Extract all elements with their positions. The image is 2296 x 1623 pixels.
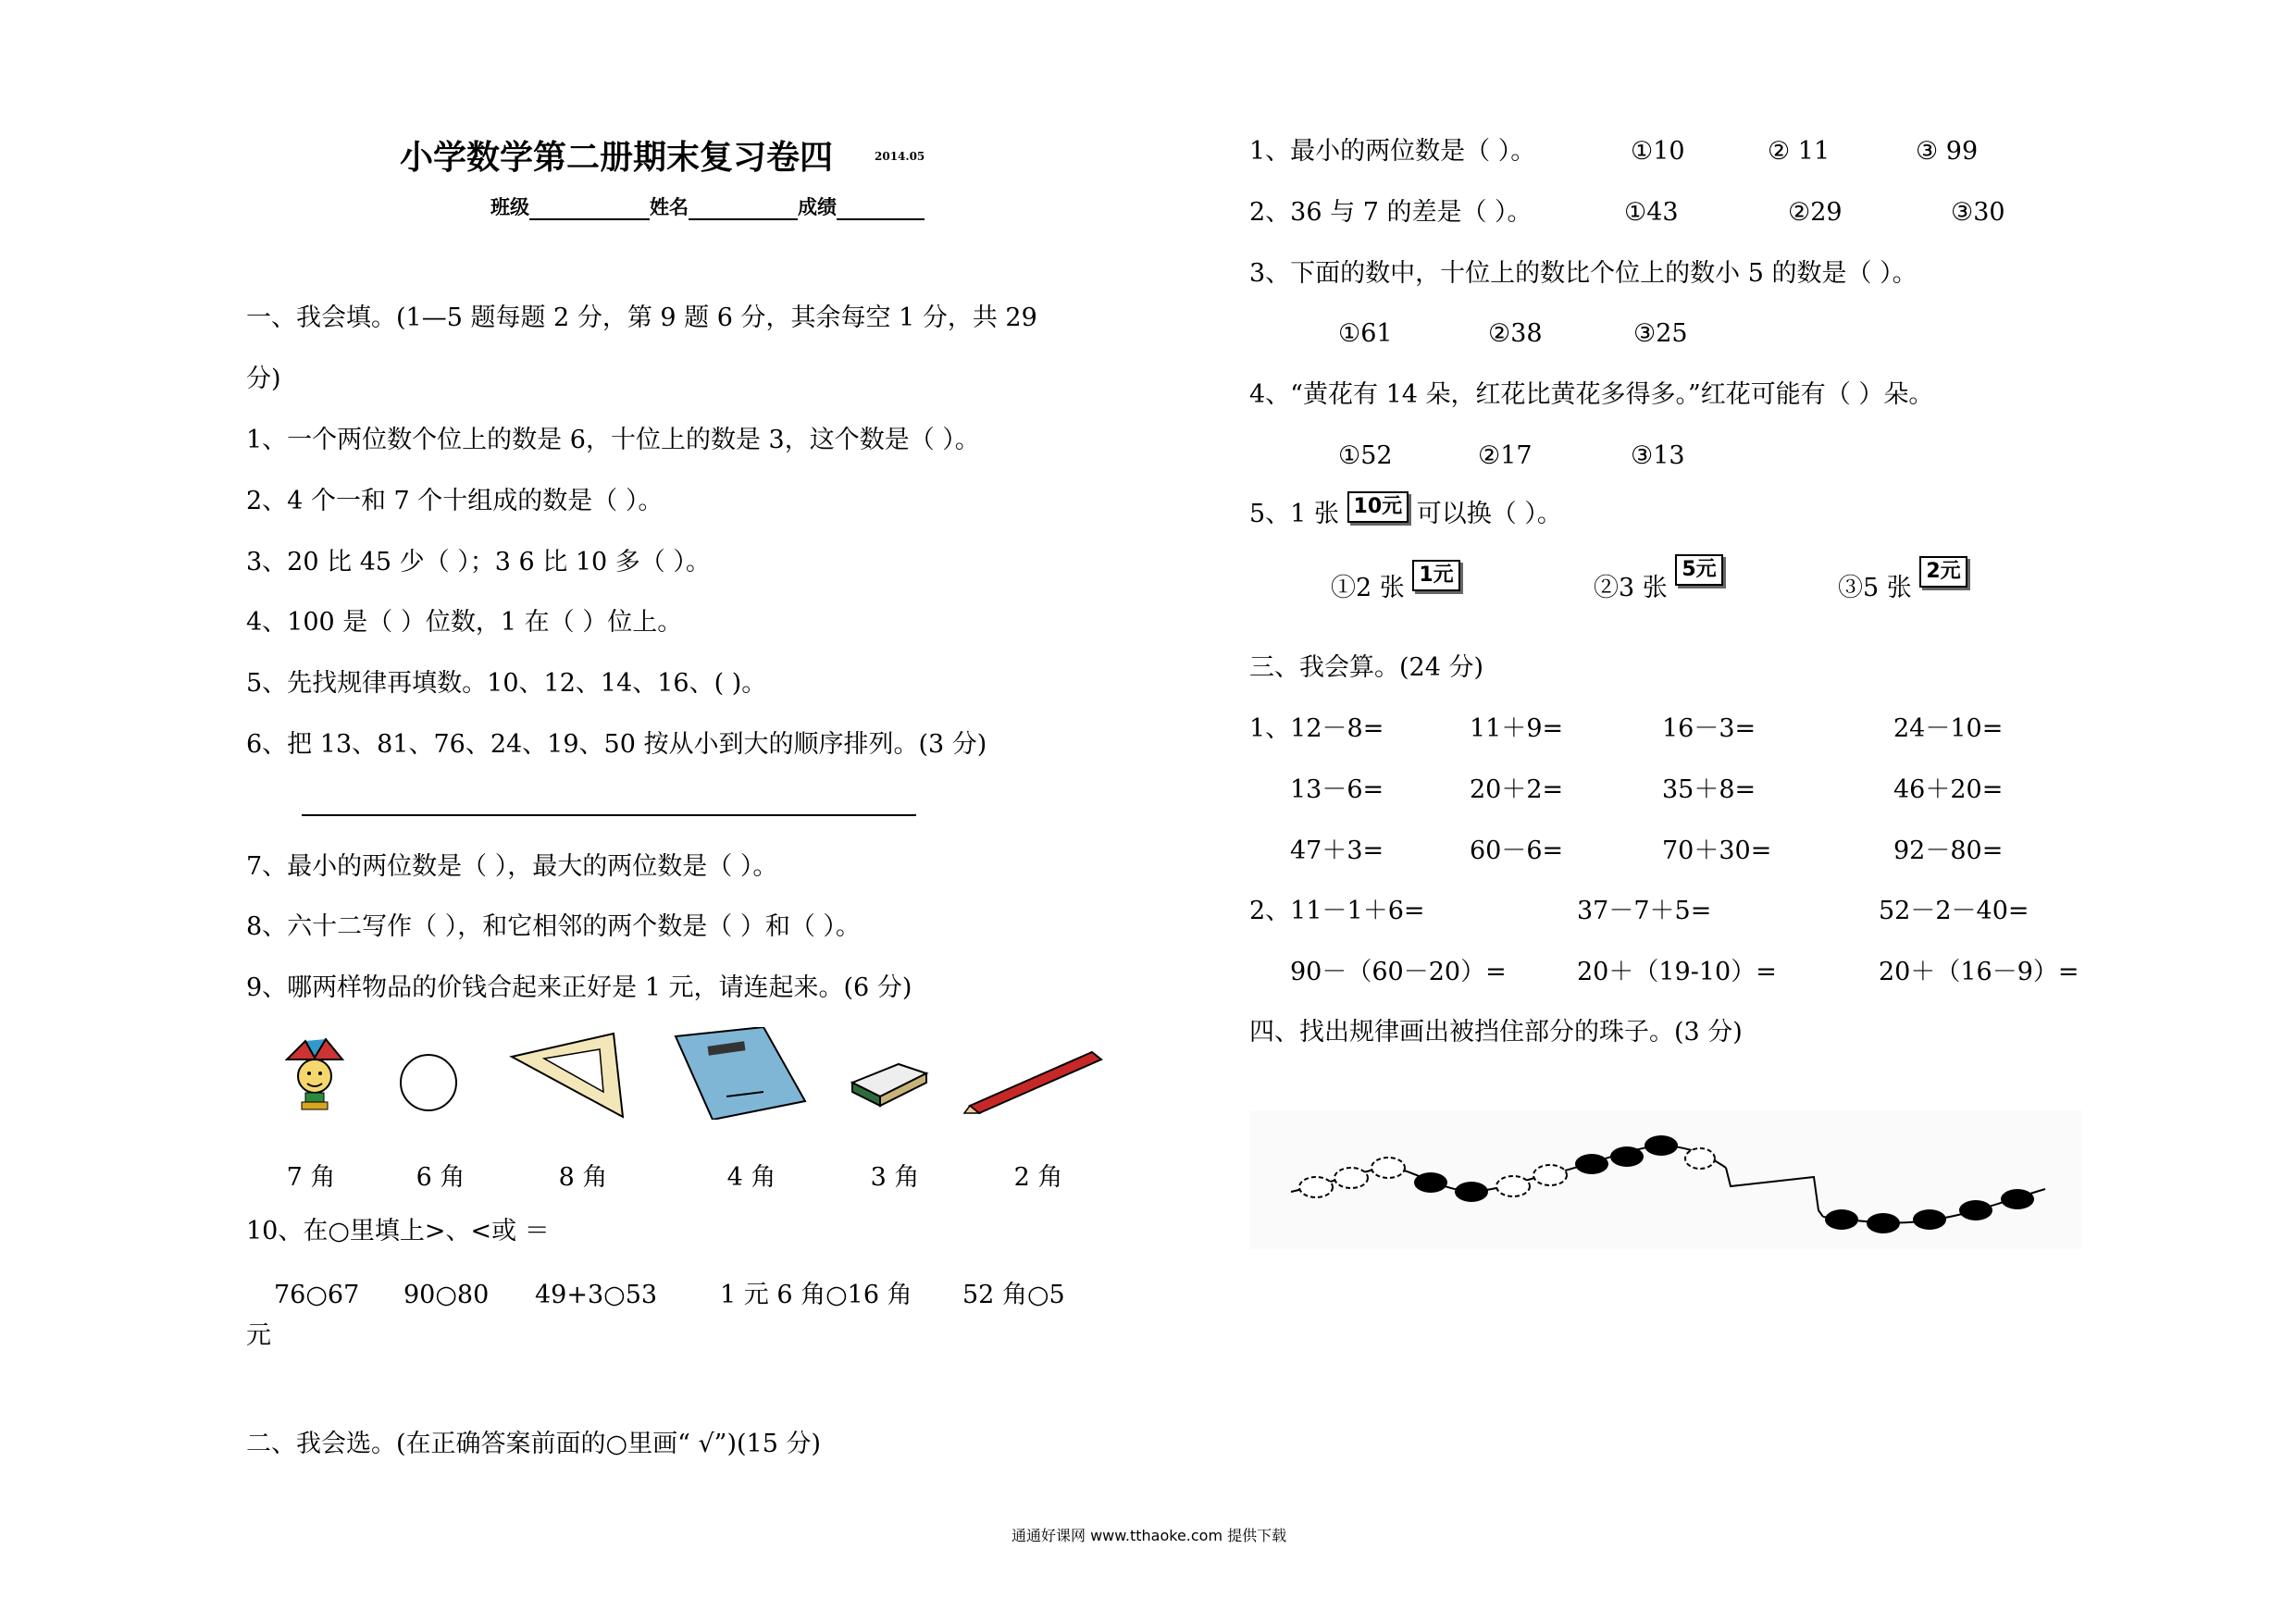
calc-item[interactable]: 20＋（19-10）=	[1577, 958, 1777, 986]
calc-item[interactable]: 46＋20=	[1893, 775, 2004, 804]
calc-item[interactable]: 92－80=	[1893, 836, 2004, 865]
section2-heading: 二、我会选。(在正确答案前面的○里画“ √”)(15 分)	[246, 1430, 822, 1458]
bead-open	[1496, 1176, 1530, 1196]
s2-question-2: 2、36 与 7 的差是（ ）。	[1249, 198, 1533, 227]
calc-item[interactable]: 24－10=	[1893, 714, 2004, 743]
bead-filled	[1867, 1213, 1900, 1233]
name-field[interactable]	[689, 198, 798, 220]
s2-option[interactable]: ③13	[1631, 441, 1685, 470]
s2-option[interactable]: ①61	[1338, 319, 1393, 348]
s1-question-5: 5、先找规律再填数。10、12、14、16、( )。	[246, 669, 767, 698]
student-info-line	[490, 192, 925, 220]
banknote-5-yuan: 5元	[1675, 554, 1722, 586]
s1-question-8: 8、六十二写作（ ），和它相邻的两个数是（ ）和（ ）。	[246, 912, 861, 941]
s2-q5-prefix: 5、1 张	[1249, 500, 1339, 528]
compare-item[interactable]: 49+3○53	[535, 1281, 658, 1309]
calc-item[interactable]: 60－6=	[1470, 836, 1564, 865]
bead-pattern-figure	[1249, 1110, 2082, 1249]
calc-item[interactable]: 70＋30=	[1662, 836, 1772, 865]
s1-question-6: 6、把 13、81、76、24、19、50 按从小到大的顺序排列。(3 分)	[246, 730, 987, 759]
compare-item[interactable]: 52 角○5	[962, 1281, 1065, 1309]
price-label: 2 角	[1013, 1163, 1063, 1192]
s2-option[interactable]: ①10	[1631, 137, 1685, 166]
calc-item[interactable]: 16－3=	[1662, 714, 1756, 743]
calc-item[interactable]: 90－（60－20）=	[1290, 958, 1507, 986]
s2-question-3: 3、下面的数中，十位上的数比个位上的数小 5 的数是（ ）。	[1249, 259, 1917, 288]
calc-item[interactable]: 35＋8=	[1662, 775, 1756, 804]
bead-open	[1685, 1148, 1715, 1169]
compare-item[interactable]: 1 元 6 角○16 角	[720, 1281, 912, 1309]
bead-filled	[1455, 1182, 1488, 1202]
s2-option[interactable]: ② 11	[1768, 137, 1831, 166]
s2-option-label: ③5 张	[1838, 574, 1912, 602]
s2-option[interactable]	[1594, 558, 1723, 606]
exam-date: 2014.05	[875, 150, 925, 163]
calc-item[interactable]: 11＋9=	[1470, 714, 1564, 743]
bead-filled	[1644, 1135, 1678, 1156]
answer-line[interactable]	[302, 814, 916, 816]
s2-question-4: 4、“黄花有 14 朵，红花比黄花多得多。”红花可能有（ ）朵。	[1249, 380, 1934, 409]
compare-item[interactable]: 90○80	[403, 1281, 490, 1309]
bead-open	[1533, 1165, 1567, 1185]
s2-question-5	[1249, 495, 1562, 532]
pencil-image	[962, 1041, 1111, 1115]
bead-filled	[1913, 1209, 1946, 1230]
section3-heading: 三、我会算。(24 分)	[1249, 653, 1484, 682]
score-field[interactable]	[837, 198, 925, 220]
s2-option[interactable]: ③ 99	[1916, 137, 1979, 166]
s2-option-label: ①2 张	[1331, 574, 1405, 602]
s2-option[interactable]: ①52	[1338, 441, 1393, 470]
price-label: 4 角	[726, 1163, 776, 1192]
price-label: 3 角	[870, 1163, 920, 1192]
s1-question-2: 2、4 个一和 7 个十组成的数是（ ）。	[246, 487, 664, 515]
s2-option[interactable]	[1331, 564, 1460, 606]
bead-open	[1334, 1168, 1368, 1188]
bead-filled	[1414, 1172, 1447, 1193]
s1-question-9: 9、哪两样物品的价钱合起来正好是 1 元，请连起来。(6 分)	[246, 973, 912, 1002]
calc-item[interactable]: 2、11－1＋6=	[1249, 897, 1425, 925]
section1-heading-cont: 分)	[246, 365, 281, 393]
calc-item[interactable]: 37－7＋5=	[1577, 897, 1712, 925]
name-label: 姓名	[650, 196, 689, 218]
bead-filled	[2001, 1189, 2034, 1209]
bead-open	[1299, 1177, 1333, 1197]
bead-filled	[1610, 1146, 1644, 1167]
s2-option[interactable]: ③25	[1633, 319, 1688, 348]
compare-item[interactable]: 76○67	[274, 1281, 360, 1309]
class-field[interactable]	[529, 198, 650, 220]
s1-question-7: 7、最小的两位数是（ ），最大的两位数是（ ）。	[246, 852, 778, 881]
calc-item[interactable]: 52－2－40=	[1879, 897, 2029, 925]
section1-heading: 一、我会填。(1—5 题每题 2 分，第 9 题 6 分，其余每空 1 分，共 29	[246, 304, 1037, 332]
banknote-2-yuan: 2元	[1919, 556, 1967, 588]
jester-toy-image	[268, 1032, 361, 1124]
bead-open	[1371, 1158, 1405, 1178]
s2-option-label: ②3 张	[1594, 574, 1668, 602]
s1-question-3: 3、20 比 45 少（ ）；3 6 比 10 多（ ）。	[246, 548, 711, 576]
eraser-image	[848, 1055, 931, 1110]
price-label: 6 角	[416, 1163, 465, 1192]
score-label: 成绩	[798, 196, 837, 218]
banknote-1-yuan: 1元	[1412, 560, 1459, 591]
s1-question-10: 10、在○里填上>、<或 ＝	[246, 1217, 550, 1245]
triangle-ruler-image	[507, 1029, 627, 1121]
s2-option[interactable]	[1838, 560, 1967, 606]
price-label: 7 角	[286, 1163, 336, 1192]
s2-question-1: 1、最小的两位数是（ ）。	[1249, 137, 1536, 166]
bead-filled	[1825, 1209, 1858, 1230]
calc-item[interactable]: 1、12－8=	[1249, 714, 1384, 743]
s2-option[interactable]: ②29	[1788, 198, 1843, 227]
bead-filled	[1959, 1200, 1992, 1220]
compare-item-cont: 元	[246, 1321, 271, 1350]
s2-option[interactable]: ②17	[1478, 441, 1533, 470]
calc-item[interactable]: 47＋3=	[1290, 836, 1384, 865]
notebook-image	[671, 1027, 810, 1120]
banknote-10-yuan: 10元	[1347, 491, 1409, 523]
calc-item[interactable]: 13－6=	[1290, 775, 1384, 804]
s2-q5-suffix: 可以换（ ）。	[1416, 500, 1562, 528]
s1-question-4: 4、100 是（ ）位数，1 在（ ）位上。	[246, 608, 683, 637]
calc-item[interactable]: 20＋2=	[1470, 775, 1564, 804]
page-footer: 通通好课网 www.tthaoke.com 提供下载	[1011, 1527, 1287, 1544]
bead-filled	[1575, 1154, 1608, 1174]
page-title: 小学数学第二册期末复习卷四	[400, 139, 834, 177]
s2-option[interactable]: ③30	[1951, 198, 2005, 227]
s2-option[interactable]: ①43	[1624, 198, 1679, 227]
calc-item[interactable]: 20＋（16－9）=	[1879, 958, 2079, 986]
price-label: 8 角	[558, 1163, 608, 1192]
class-label: 班级	[490, 196, 529, 218]
section4-heading: 四、找出规律画出被挡住部分的珠子。(3 分)	[1249, 1018, 1743, 1047]
ball-image	[396, 1050, 461, 1115]
s1-question-1: 1、一个两位数个位上的数是 6，十位上的数是 3，这个数是（ ）。	[246, 426, 980, 454]
s2-option[interactable]: ②38	[1488, 319, 1543, 348]
